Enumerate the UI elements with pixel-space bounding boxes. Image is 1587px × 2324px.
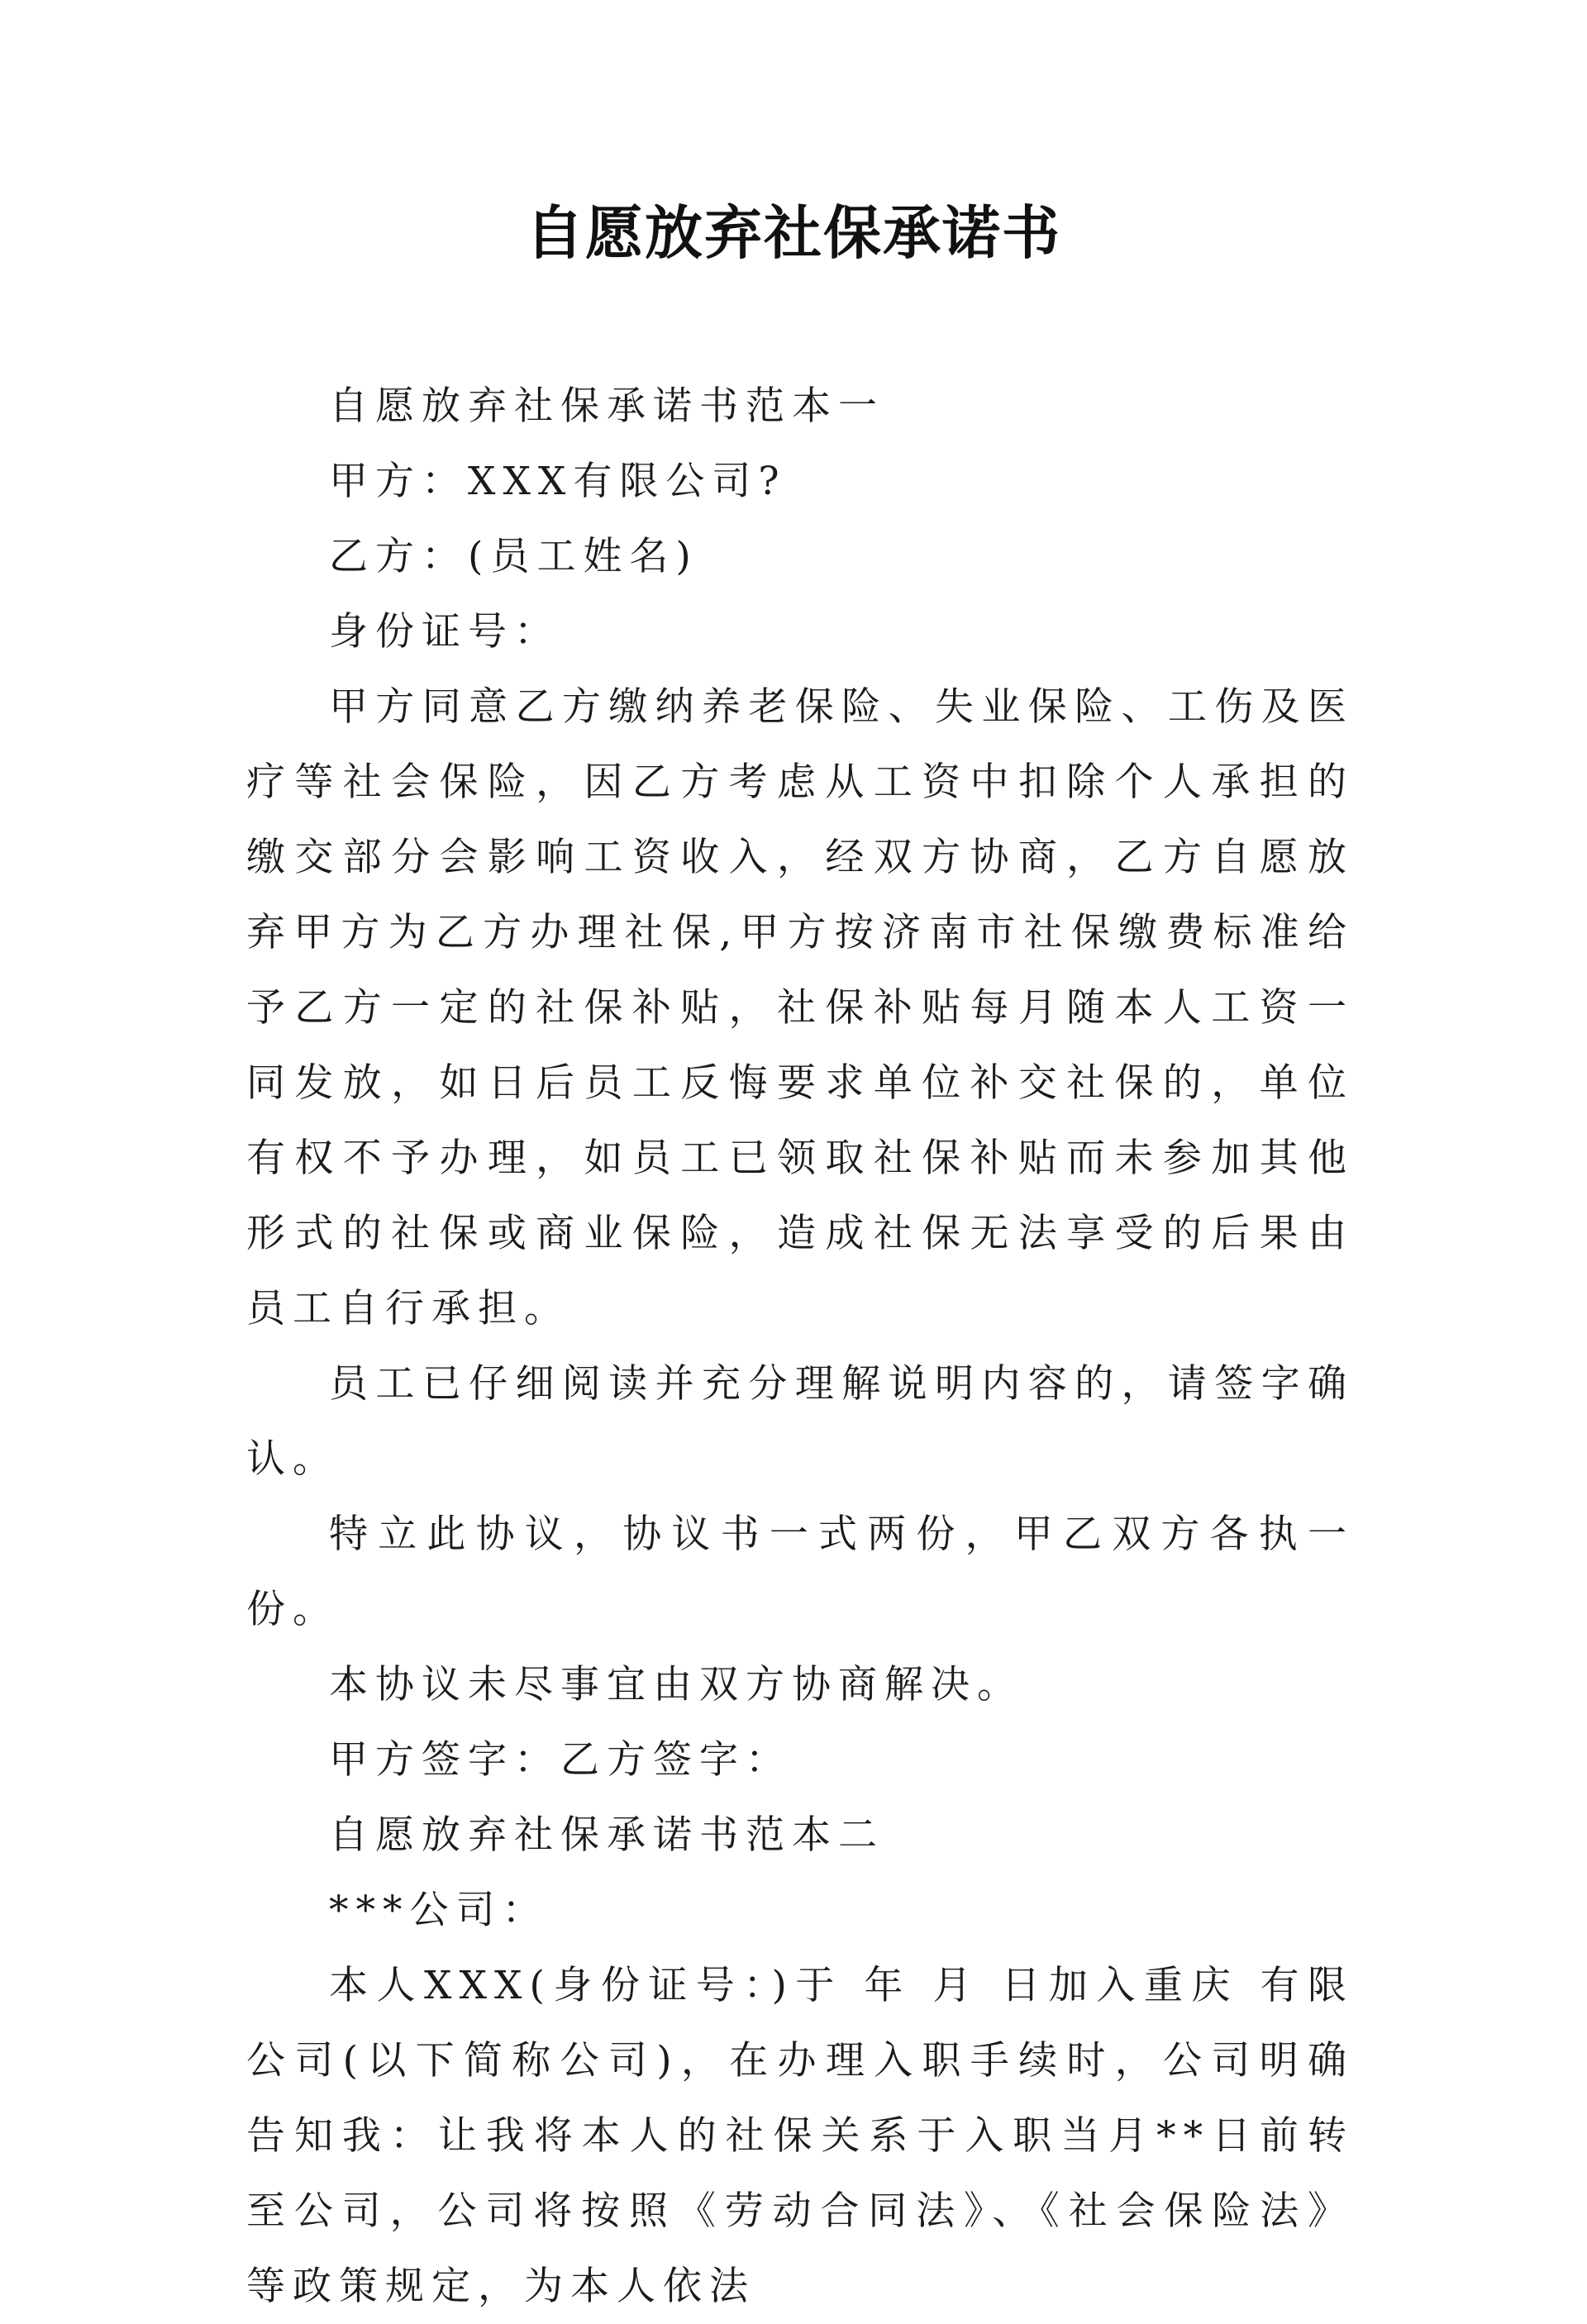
document-title: 自愿放弃社保承诺书 — [526, 199, 1061, 267]
unresolved-matters-line: 本协议未尽事宜由双方协商解决。 — [329, 1662, 1023, 1707]
copies-line: 特立此协议，协议书一式两份，甲乙双方各执一份。 — [246, 1512, 1354, 1632]
signature-line: 甲方签字：乙方签字： — [329, 1737, 792, 1783]
confirmation-line: 员工已仔细阅读并充分理解说明内容的，请签字确认。 — [246, 1361, 1354, 1482]
party-b-line: 乙方：(员工姓名) — [329, 534, 698, 579]
agreement-paragraph: 甲方同意乙方缴纳养老保险、失业保险、工伤及医疗等社会保险，因乙方考虑从工资中扣除个人承担的缴交部分会影响工资收入，经双方协商，乙方自愿放弃甲方为乙方办理社保,甲方按济南市社保缴费标准给予乙方一定的社保补贴，社保补贴每月随本人工资一同发放，如日后员工反悔要求单位补交社保的，单位有权不予办理，如员工已领取社保补贴而未参加其他形式的社保或商业保险，造成社保无法享受的后果由员工自行承担。 — [246, 684, 1354, 1331]
id-number-line: 身份证号： — [329, 609, 560, 655]
addressee-line: ***公司： — [329, 1888, 549, 1933]
statement-paragraph: 本人XXX(身份证号：)于 年 月 日加入重庆 有限公司(以下简称公司)，在办理入职手续时，公司明确告知我：让我将本人的社保关系于入职当月**日前转至公司，公司将按照《劳动合同法》、《社会保险法》等政策规定，为本人依法 — [246, 1963, 1354, 2309]
document-body — [246, 369, 1354, 2324]
section-heading-sample-two: 自愿放弃社保承诺书范本二 — [329, 1812, 884, 1858]
section-heading-sample-one: 自愿放弃社保承诺书范本一 — [329, 383, 884, 429]
party-a-line: 甲方：XXX有限公司? — [329, 459, 787, 504]
